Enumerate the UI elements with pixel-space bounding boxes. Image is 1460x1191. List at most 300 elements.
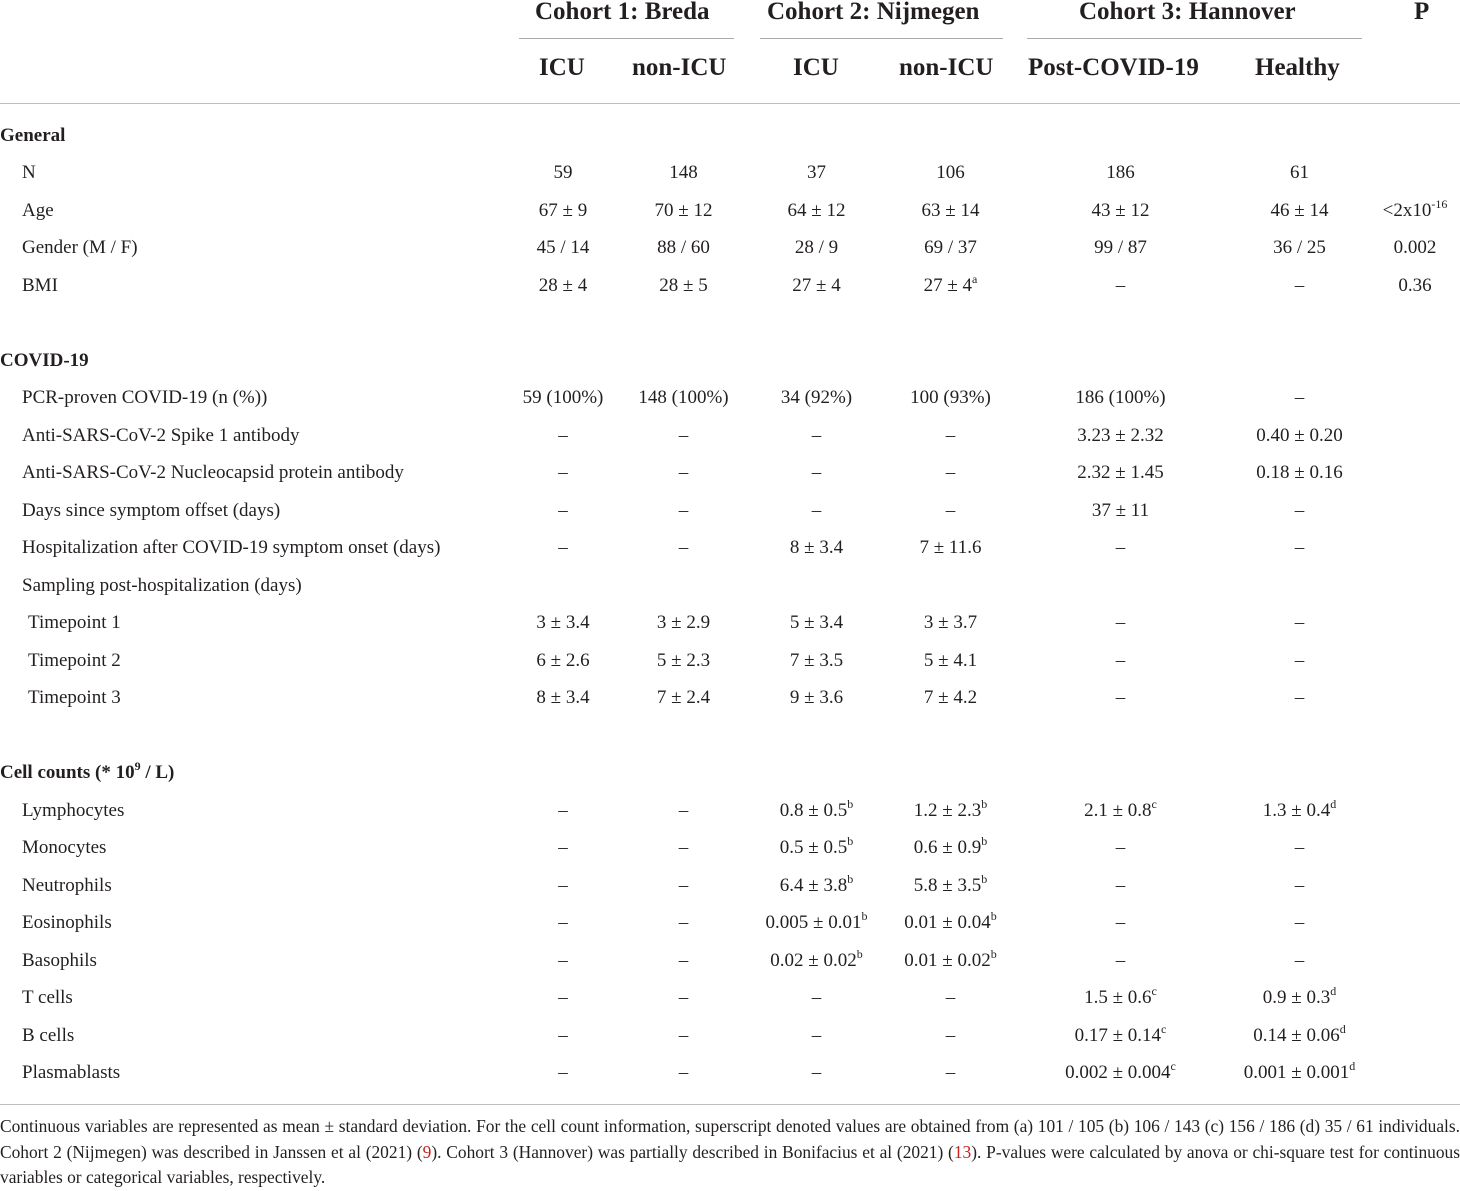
row-label: Anti-SARS-CoV-2 Nucleocapsid protein antibody: [22, 462, 404, 484]
cohort-2-title: Cohort 2: Nijmegen: [767, 0, 980, 25]
cell-value: –: [558, 424, 568, 446]
table-row: [0, 492, 1460, 530]
cell-value: 63 ± 14: [921, 199, 980, 221]
cell-nijmegen-non-icu: [889, 980, 1012, 1018]
row-label: N: [22, 162, 36, 184]
cell-post-covid: [1012, 155, 1229, 193]
cell-value: –: [678, 799, 689, 821]
cell-post-covid: [1012, 680, 1229, 718]
section-header-row: [0, 342, 1460, 380]
cell-value: –: [1294, 874, 1305, 896]
cell-p-value: [1370, 1055, 1460, 1093]
cell-footnote-marker: d: [1349, 1059, 1356, 1074]
cell-breda-icu: [503, 567, 623, 605]
cohort-1-underline: [519, 38, 734, 39]
cell-nijmegen-icu: [744, 192, 889, 230]
cell-nijmegen-non-icu: [889, 380, 1012, 418]
cell-value: –: [678, 1062, 689, 1084]
cell-value: 3 ± 3.7: [923, 612, 978, 634]
cell-value: 45 / 14: [536, 237, 590, 259]
cell-healthy: [1229, 530, 1370, 568]
cell-breda-non-icu: [623, 680, 744, 718]
cell-value: –: [678, 874, 689, 896]
cell-post-covid: [1012, 417, 1229, 455]
cell-value: –: [558, 1024, 568, 1046]
cell-value: 59 (100%): [522, 387, 604, 409]
cell-value: 0.01 ± 0.02: [904, 949, 991, 971]
section-title: [0, 755, 1460, 793]
cell-value: 70 ± 12: [654, 199, 713, 221]
cell-breda-icu: [503, 380, 623, 418]
cell-value: 99 / 87: [1094, 237, 1147, 259]
reference-link-13[interactable]: 13: [953, 1141, 972, 1162]
cell-nijmegen-icu: [744, 867, 889, 905]
cell-footnote-marker: c: [1151, 796, 1157, 811]
row-label: Monocytes: [22, 837, 107, 859]
cell-value: 0.01 ± 0.04: [904, 912, 991, 934]
cell-breda-icu: [503, 230, 623, 268]
cell-breda-non-icu: [623, 417, 744, 455]
cell-p-value: [1370, 605, 1460, 643]
cell-breda-icu: [503, 680, 623, 718]
cell-nijmegen-non-icu: [889, 1017, 1012, 1055]
cell-footnote-marker: b: [990, 946, 997, 961]
cell-value: –: [1294, 537, 1305, 559]
cell-p-value: [1370, 867, 1460, 905]
cell-p-value: [1370, 642, 1460, 680]
table-row: [0, 530, 1460, 568]
cell-value: 5 ± 2.3: [656, 649, 711, 671]
cell-value: 5 ± 3.4: [789, 612, 844, 634]
cell-breda-icu: [503, 942, 623, 980]
cell-breda-non-icu: [623, 867, 744, 905]
cell-breda-icu: [503, 980, 623, 1018]
cell-footnote-marker: d: [1330, 796, 1337, 811]
cell-healthy: [1229, 267, 1370, 305]
cell-p-value: [1370, 492, 1460, 530]
cell-value: –: [1115, 537, 1126, 559]
cell-breda-non-icu: [623, 267, 744, 305]
cell-nijmegen-icu: [744, 567, 889, 605]
cell-nijmegen-icu: [744, 605, 889, 643]
cell-p-value: [1370, 417, 1460, 455]
header-rule: [0, 103, 1460, 104]
cell-value: 28 ± 4: [538, 274, 588, 296]
cell-value: 3.23 ± 2.32: [1077, 424, 1164, 446]
row-label: Lymphocytes: [22, 799, 125, 821]
cell-footnote-marker: b: [847, 834, 854, 849]
cell-value: –: [1115, 612, 1126, 634]
cell-breda-icu: [503, 830, 623, 868]
cell-value: –: [1115, 912, 1126, 934]
p-value-text: <2x10: [1382, 199, 1432, 221]
section-title-superscript: 9: [134, 759, 141, 774]
cell-footnote-marker: c: [1151, 984, 1157, 999]
cell-breda-non-icu: [623, 380, 744, 418]
cell-value: –: [1294, 649, 1305, 671]
cell-value: 5.8 ± 3.5: [913, 874, 982, 896]
table-row: [0, 230, 1460, 268]
cell-value: 37 ± 11: [1091, 499, 1150, 521]
table-row: [0, 417, 1460, 455]
row-label: T cells: [22, 987, 73, 1009]
cell-value: 0.5 ± 0.5: [779, 837, 848, 859]
cohort-2-underline: [760, 38, 1003, 39]
cell-breda-icu: [503, 642, 623, 680]
cell-breda-non-icu: [623, 642, 744, 680]
cell-value: 0.18 ± 0.16: [1256, 462, 1343, 484]
cell-value: 1.2 ± 2.3: [913, 799, 982, 821]
cell-breda-icu: [503, 1055, 623, 1093]
cell-value: 43 ± 12: [1091, 199, 1150, 221]
table-row: [0, 380, 1460, 418]
cell-footnote-marker: b: [856, 946, 863, 961]
cell-healthy: [1229, 942, 1370, 980]
cell-nijmegen-icu: [744, 830, 889, 868]
table-row: [0, 267, 1460, 305]
cell-nijmegen-icu: [744, 380, 889, 418]
cell-breda-icu: [503, 417, 623, 455]
cell-value: 2.32 ± 1.45: [1077, 462, 1164, 484]
section-header-row: [0, 117, 1460, 155]
row-label: Timepoint 1: [28, 612, 121, 634]
cell-p-value: [1370, 192, 1460, 230]
section-title-text: COVID-19: [0, 349, 89, 371]
cell-value: 3 ± 2.9: [656, 612, 711, 634]
spacer-cell: [0, 305, 1460, 343]
cell-nijmegen-non-icu: [889, 1055, 1012, 1093]
row-label: Days since symptom offset (days): [22, 499, 281, 521]
cell-value: –: [678, 1024, 689, 1046]
cell-value: 1.3 ± 0.4: [1262, 799, 1331, 821]
cell-value: –: [1115, 949, 1126, 971]
cell-footnote-marker: b: [981, 834, 988, 849]
cell-healthy: [1229, 905, 1370, 943]
cell-post-covid: [1012, 792, 1229, 830]
cell-healthy: [1229, 680, 1370, 718]
cell-nijmegen-non-icu: [889, 567, 1012, 605]
cell-breda-icu: [503, 155, 623, 193]
cell-post-covid: [1012, 942, 1229, 980]
col-header-breda-icu: ICU: [539, 54, 585, 81]
cell-nijmegen-non-icu: [889, 230, 1012, 268]
cell-healthy: [1229, 605, 1370, 643]
cell-nijmegen-non-icu: [889, 192, 1012, 230]
cell-breda-non-icu: [623, 905, 744, 943]
cell-value: 46 ± 14: [1270, 199, 1329, 221]
cell-value: –: [811, 1062, 822, 1084]
row-label: Anti-SARS-CoV-2 Spike 1 antibody: [22, 424, 300, 446]
cell-post-covid: [1012, 605, 1229, 643]
cell-value: 64 ± 12: [787, 199, 846, 221]
cell-value: 69 / 37: [924, 237, 977, 259]
p-value-header: P: [1414, 0, 1430, 25]
cell-value: 106: [936, 162, 965, 184]
cell-nijmegen-icu: [744, 530, 889, 568]
cell-nijmegen-icu: [744, 905, 889, 943]
cell-healthy: [1229, 980, 1370, 1018]
cell-value: 0.005 ± 0.01: [765, 912, 862, 934]
table-row: [0, 942, 1460, 980]
footer-rule: [0, 1104, 1460, 1105]
cell-nijmegen-non-icu: [889, 867, 1012, 905]
table-row: [0, 830, 1460, 868]
cell-breda-non-icu: [623, 530, 744, 568]
cell-p-value: [1370, 905, 1460, 943]
cell-post-covid: [1012, 192, 1229, 230]
row-label: Timepoint 3: [28, 687, 121, 709]
cell-p-value: [1370, 792, 1460, 830]
cell-value: 0.6 ± 0.9: [913, 837, 982, 859]
cell-post-covid: [1012, 567, 1229, 605]
table-row: [0, 792, 1460, 830]
cell-post-covid: [1012, 642, 1229, 680]
cell-nijmegen-icu: [744, 680, 889, 718]
table-row: [0, 567, 1460, 605]
table-row: [0, 605, 1460, 643]
table-row: [0, 192, 1460, 230]
row-label: BMI: [22, 274, 58, 296]
cell-value: 2.1 ± 0.8: [1084, 799, 1152, 821]
cell-value: –: [558, 537, 568, 559]
row-label: Sampling post-hospitalization (days): [22, 574, 302, 596]
cell-value: 88 / 60: [657, 237, 710, 259]
cell-value: –: [678, 837, 689, 859]
cell-value: –: [558, 837, 568, 859]
cell-breda-non-icu: [623, 605, 744, 643]
cell-nijmegen-non-icu: [889, 792, 1012, 830]
cell-value: –: [558, 874, 568, 896]
cell-value: –: [811, 462, 822, 484]
cell-nijmegen-icu: [744, 1055, 889, 1093]
cell-healthy: [1229, 1017, 1370, 1055]
cell-post-covid: [1012, 867, 1229, 905]
cell-value: 27 ± 4: [792, 274, 841, 296]
cell-footnote-marker: b: [847, 871, 854, 886]
section-title-text: Cell counts (* 10: [0, 762, 135, 784]
cell-value: 0.40 ± 0.20: [1256, 424, 1343, 446]
cell-healthy: [1229, 642, 1370, 680]
cell-post-covid: [1012, 492, 1229, 530]
cell-healthy: [1229, 567, 1370, 605]
cell-value: 7 ± 4.2: [923, 687, 978, 709]
cell-value: –: [1294, 612, 1305, 634]
cell-nijmegen-non-icu: [889, 642, 1012, 680]
table-row: [0, 642, 1460, 680]
cell-value: 0.9 ± 0.3: [1262, 987, 1331, 1009]
cell-healthy: [1229, 492, 1370, 530]
cell-value: 59: [553, 162, 573, 184]
cell-value: 0.14 ± 0.06: [1253, 1024, 1340, 1046]
row-label: Age: [22, 199, 54, 221]
cell-nijmegen-non-icu: [889, 417, 1012, 455]
cell-healthy: [1229, 455, 1370, 493]
cell-healthy: [1229, 792, 1370, 830]
cell-value: –: [678, 424, 689, 446]
cell-value: 27 ± 4: [923, 274, 973, 296]
cell-footnote-marker: b: [861, 909, 868, 924]
cell-value: 61: [1290, 162, 1309, 184]
cell-post-covid: [1012, 230, 1229, 268]
cell-value: 9 ± 3.6: [789, 687, 844, 709]
col-header-healthy: Healthy: [1255, 54, 1340, 81]
cell-value: 67 ± 9: [538, 199, 588, 221]
cell-value: 0.8 ± 0.5: [779, 799, 848, 821]
table-row: [0, 1017, 1460, 1055]
cell-breda-non-icu: [623, 830, 744, 868]
cell-healthy: [1229, 867, 1370, 905]
cell-nijmegen-non-icu: [889, 267, 1012, 305]
cell-p-value: [1370, 155, 1460, 193]
cell-healthy: [1229, 380, 1370, 418]
cell-value: –: [945, 424, 956, 446]
cell-value: –: [945, 462, 956, 484]
cell-value: –: [678, 499, 689, 521]
cell-p-value: [1370, 1017, 1460, 1055]
cell-post-covid: [1012, 830, 1229, 868]
cell-value: –: [1294, 499, 1305, 521]
cell-nijmegen-non-icu: [889, 942, 1012, 980]
cell-value: –: [811, 987, 822, 1009]
cell-breda-icu: [503, 455, 623, 493]
cell-footnote-marker: b: [847, 796, 854, 811]
section-title-text: General: [0, 124, 66, 146]
cell-value: –: [1294, 912, 1305, 934]
cohort-3-underline: [1027, 38, 1362, 39]
cell-value: 36 / 25: [1273, 237, 1326, 259]
section-header-row: [0, 755, 1460, 793]
cell-healthy: [1229, 830, 1370, 868]
cell-p-value: [1370, 942, 1460, 980]
cell-nijmegen-icu: [744, 942, 889, 980]
cell-value: –: [1294, 274, 1305, 296]
row-label: Neutrophils: [22, 874, 112, 896]
cell-nijmegen-icu: [744, 455, 889, 493]
cell-value: 0.001 ± 0.001: [1243, 1062, 1350, 1084]
cohort-characteristics-table: [0, 117, 1460, 1092]
cell-value: –: [811, 424, 822, 446]
cell-nijmegen-icu: [744, 792, 889, 830]
reference-link-9[interactable]: 9: [422, 1141, 432, 1162]
cell-footnote-marker: b: [990, 909, 997, 924]
cell-value: –: [558, 462, 568, 484]
cell-value: –: [558, 1062, 568, 1084]
row-label: Plasmablasts: [22, 1062, 121, 1084]
cell-healthy: [1229, 1055, 1370, 1093]
cell-breda-icu: [503, 192, 623, 230]
cell-p-value: [1370, 567, 1460, 605]
cell-value: 6.4 ± 3.8: [779, 874, 848, 896]
cell-breda-non-icu: [623, 1017, 744, 1055]
cell-nijmegen-non-icu: [889, 492, 1012, 530]
cell-value: 37: [807, 162, 826, 184]
cell-nijmegen-icu: [744, 267, 889, 305]
table-row: [0, 1055, 1460, 1093]
cell-post-covid: [1012, 1055, 1229, 1093]
cell-value: –: [1115, 649, 1126, 671]
cell-value: –: [1294, 837, 1305, 859]
cell-value: –: [558, 912, 568, 934]
cell-value: –: [558, 987, 568, 1009]
section-title: [0, 342, 1460, 380]
footnote-text-1: Continuous variables are represented as mean ± standard deviation. For the cell count information, superscript denoted values are obtained from (a) 101 / 105 (b) 106 / 143 (c) 156 / 186 (d) 35 / 61 individuals. Cohort 2 (Nijmegen) was described in Janssen et al (2021) (: [0, 1116, 1460, 1162]
cell-nijmegen-non-icu: [889, 455, 1012, 493]
table-footnote: [0, 1114, 1460, 1191]
cell-breda-non-icu: [623, 455, 744, 493]
cell-post-covid: [1012, 905, 1229, 943]
table-row: [0, 980, 1460, 1018]
cell-nijmegen-non-icu: [889, 830, 1012, 868]
cell-value: 1.5 ± 0.6: [1084, 987, 1152, 1009]
cell-nijmegen-non-icu: [889, 155, 1012, 193]
row-label: Timepoint 2: [28, 649, 121, 671]
cell-nijmegen-icu: [744, 642, 889, 680]
cell-post-covid: [1012, 455, 1229, 493]
row-label: Gender (M / F): [22, 237, 138, 259]
cell-healthy: [1229, 230, 1370, 268]
cell-breda-non-icu: [623, 192, 744, 230]
cell-breda-icu: [503, 1017, 623, 1055]
section-spacer: [0, 305, 1460, 343]
spacer-cell: [0, 717, 1460, 755]
row-label: Eosinophils: [22, 912, 112, 934]
table-row: [0, 680, 1460, 718]
cell-nijmegen-non-icu: [889, 530, 1012, 568]
cell-post-covid: [1012, 980, 1229, 1018]
cell-breda-icu: [503, 605, 623, 643]
cell-healthy: [1229, 155, 1370, 193]
col-header-nijmegen-icu: ICU: [793, 54, 839, 81]
cell-value: –: [1115, 837, 1126, 859]
cell-footnote-marker: c: [1170, 1059, 1176, 1074]
cell-nijmegen-icu: [744, 155, 889, 193]
cell-value: 28 / 9: [794, 237, 839, 259]
cell-value: 148: [669, 162, 698, 184]
cell-value: 0.002 ± 0.004: [1065, 1062, 1171, 1084]
cell-nijmegen-icu: [744, 417, 889, 455]
cell-value: –: [678, 462, 689, 484]
p-value-text: 0.36: [1398, 274, 1432, 296]
cell-value: –: [678, 949, 689, 971]
cell-breda-icu: [503, 492, 623, 530]
cell-value: 3 ± 3.4: [536, 612, 590, 634]
cell-value: –: [945, 499, 956, 521]
cell-value: –: [678, 537, 689, 559]
cell-breda-icu: [503, 267, 623, 305]
cell-p-value: [1370, 380, 1460, 418]
cell-breda-non-icu: [623, 155, 744, 193]
col-header-nijmegen-non-icu: non-ICU: [899, 54, 994, 81]
cell-value: 34 (92%): [780, 387, 853, 409]
footnote-text-2: ). Cohort 3 (Hannover) was partially described in Bonifacius et al (2021) (: [431, 1141, 954, 1162]
cell-value: 7 ± 3.5: [789, 649, 844, 671]
cell-value: –: [811, 1024, 822, 1046]
cell-value: –: [945, 1024, 956, 1046]
section-title: [0, 117, 1460, 155]
table-row: [0, 455, 1460, 493]
cohort-3-title: Cohort 3: Hannover: [1079, 0, 1296, 25]
cell-value: –: [1294, 387, 1305, 409]
cell-value: 28 ± 5: [659, 274, 708, 296]
cell-nijmegen-icu: [744, 1017, 889, 1055]
section-spacer: [0, 717, 1460, 755]
cell-p-value: [1370, 455, 1460, 493]
cell-post-covid: [1012, 1017, 1229, 1055]
cell-nijmegen-icu: [744, 980, 889, 1018]
cell-value: 0.02 ± 0.02: [770, 949, 857, 971]
p-value-exponent: -16: [1431, 196, 1448, 211]
cell-footnote-marker: c: [1161, 1021, 1167, 1036]
